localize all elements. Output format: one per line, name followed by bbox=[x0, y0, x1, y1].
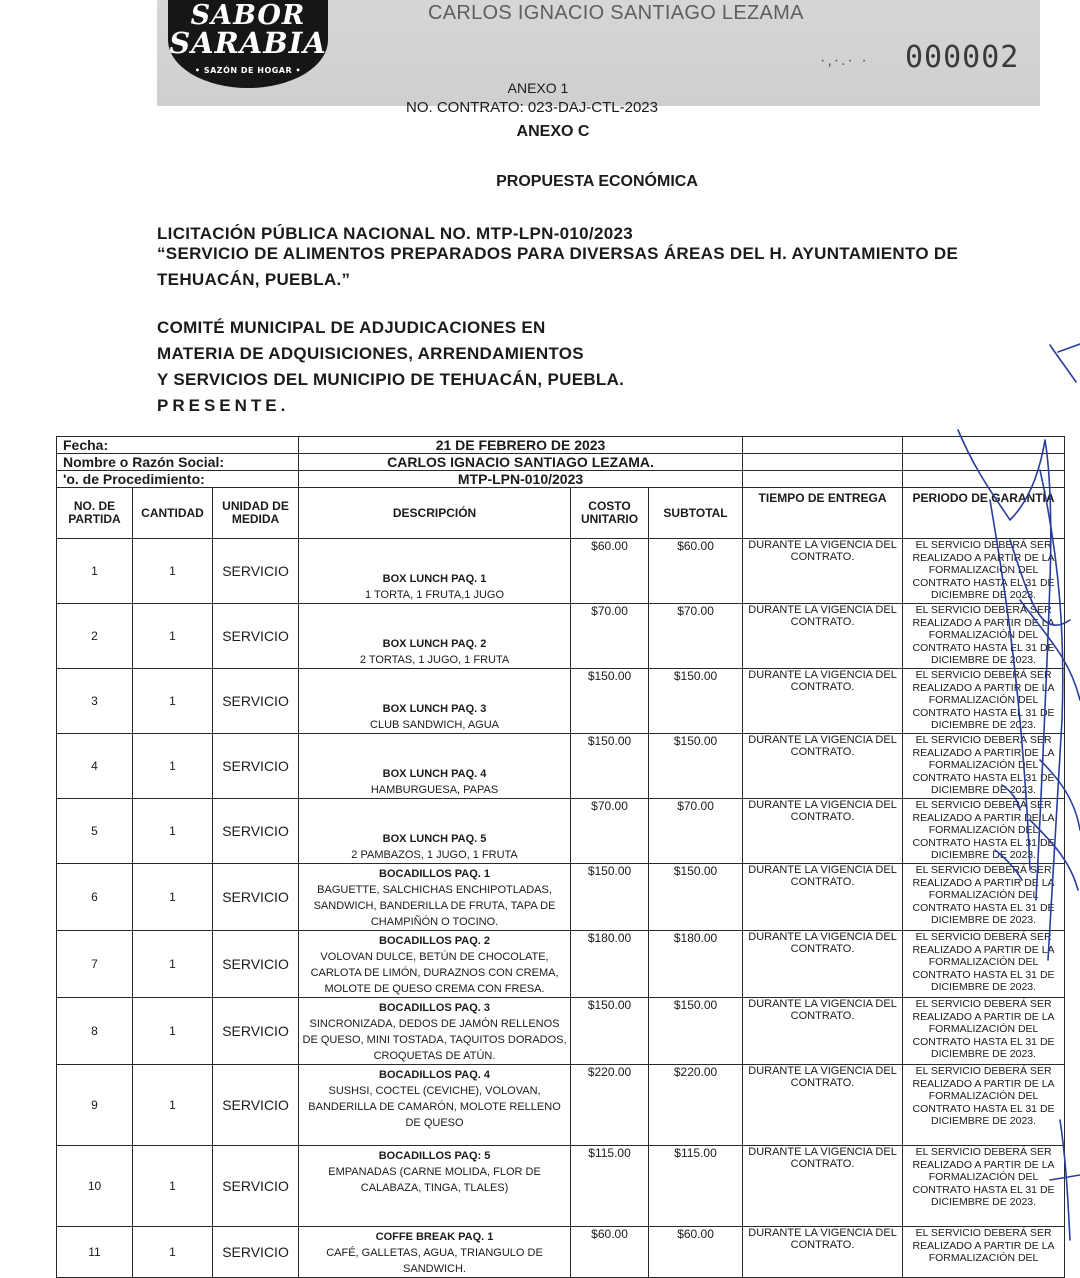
contract-number: NO. CONTRATO: 023-DAJ-CTL-2023 bbox=[405, 99, 658, 116]
unit-cost-cell: $70.00 bbox=[571, 799, 649, 864]
quantity-cell: 1 bbox=[133, 931, 213, 998]
table-row bbox=[57, 539, 1065, 604]
partida-cell: 6 bbox=[57, 864, 133, 931]
description-detail: HAMBURGUESA, PAPAS bbox=[370, 784, 499, 796]
unit-cost-cell: $115.00 bbox=[571, 1146, 649, 1227]
delivery-time-cell: DURANTE LA VIGENCIA DEL CONTRATO. bbox=[743, 539, 903, 604]
annex-1-label: ANEXO 1 bbox=[507, 80, 569, 96]
col-header-subtotal: SUBTOTAL bbox=[649, 488, 743, 539]
description-detail: CLUB SANDWICH, AGUA bbox=[370, 719, 500, 731]
unit-cost-cell: $60.00 bbox=[571, 1227, 649, 1278]
unit-cell: SERVICIO bbox=[213, 734, 299, 799]
partida-cell: 9 bbox=[57, 1065, 133, 1146]
description-detail: BAGUETTE, SALCHICHAS ENCHIPOTLADAS, SANDWICH, BANDERILLA DE FRUTA, TAPA DE CHAMPIÑÓN O TOCINO. bbox=[313, 884, 556, 928]
description-detail: SUSHSI, COCTEL (CEVICHE), VOLOVAN, BANDERILLA DE CAMARÓN, MOLOTE RELLENO DE QUESO bbox=[308, 1085, 561, 1129]
company-name: CARLOS IGNACIO SANTIAGO LEZAMA bbox=[428, 2, 804, 24]
description-title: BOX LUNCH PAQ. 3 bbox=[382, 703, 487, 715]
quantity-cell: 1 bbox=[133, 1065, 213, 1146]
committee-line2: MATERIA DE ADQUISICIONES, ARRENDAMIENTOS bbox=[157, 344, 584, 363]
subtotal-cell: $180.00 bbox=[649, 931, 743, 998]
partida-cell: 10 bbox=[57, 1146, 133, 1227]
company-name-value: CARLOS IGNACIO SANTIAGO LEZAMA. bbox=[299, 454, 743, 471]
description-title: BOCADILLOS PAQ: 5 bbox=[378, 1150, 491, 1162]
description-title: BOX LUNCH PAQ. 1 bbox=[382, 573, 487, 585]
subtotal-cell: $220.00 bbox=[649, 1065, 743, 1146]
quantity-cell: 1 bbox=[133, 604, 213, 669]
quantity-cell: 1 bbox=[133, 864, 213, 931]
unit-cost-cell: $150.00 bbox=[571, 734, 649, 799]
delivery-time-cell: DURANTE LA VIGENCIA DEL CONTRATO. bbox=[743, 864, 903, 931]
delivery-time-cell: DURANTE LA VIGENCIA DEL CONTRATO. bbox=[743, 604, 903, 669]
committee-line1: COMITÉ MUNICIPAL DE ADJUDICACIONES EN bbox=[157, 318, 546, 337]
description-cell bbox=[299, 604, 571, 669]
description-detail: 1 TORTA, 1 FRUTA,1 JUGO bbox=[365, 589, 505, 601]
partida-cell: 11 bbox=[57, 1227, 133, 1278]
description-cell bbox=[299, 864, 571, 931]
subtotal-cell: $115.00 bbox=[649, 1146, 743, 1227]
description-title: BOX LUNCH PAQ. 4 bbox=[382, 768, 487, 780]
table-row bbox=[57, 864, 1065, 931]
unit-cell: SERVICIO bbox=[213, 604, 299, 669]
table-row bbox=[57, 931, 1065, 998]
subtotal-cell: $150.00 bbox=[649, 998, 743, 1065]
warranty-cell: EL SERVICIO DEBERÁ SER REALIZADO A PARTIR DE LA FORMALIZACIÓN DEL CONTRATO HASTA EL 31 DE DICIEMBRE DE 2023. bbox=[903, 998, 1065, 1065]
subtotal-cell: $150.00 bbox=[649, 734, 743, 799]
description-detail: 2 TORTAS, 1 JUGO, 1 FRUTA bbox=[359, 654, 510, 666]
delivery-time-cell: DURANTE LA VIGENCIA DEL CONTRATO. bbox=[743, 1146, 903, 1227]
annex-c-label: ANEXO C bbox=[516, 123, 590, 140]
delivery-time-cell: DURANTE LA VIGENCIA DEL CONTRATO. bbox=[743, 998, 903, 1065]
warranty-cell: EL SERVICIO DEBERÁ SER REALIZADO A PARTIR DE LA FORMALIZACIÓN DEL CONTRATO HASTA EL 31 DE DICIEMBRE DE 2023. bbox=[903, 864, 1065, 931]
quantity-cell: 1 bbox=[133, 799, 213, 864]
subtotal-cell: $60.00 bbox=[649, 539, 743, 604]
company-logo bbox=[168, 0, 328, 88]
warranty-cell: EL SERVICIO DEBERÁ SER REALIZADO A PARTIR DE LA FORMALIZACIÓN DEL bbox=[903, 1227, 1065, 1278]
description-title: BOCADILLOS PAQ. 2 bbox=[379, 935, 491, 947]
description-cell bbox=[299, 1065, 571, 1146]
description-title: BOX LUNCH PAQ. 5 bbox=[382, 833, 487, 845]
unit-cell: SERVICIO bbox=[213, 998, 299, 1065]
quantity-cell: 1 bbox=[133, 1227, 213, 1278]
table-row bbox=[57, 1227, 1065, 1278]
service-title-line2: TEHUACÁN, PUEBLA.” bbox=[157, 270, 351, 289]
description-cell bbox=[299, 734, 571, 799]
unit-cost-cell: $150.00 bbox=[571, 864, 649, 931]
logo-tagline: • SAZÓN DE HOGAR • bbox=[194, 66, 302, 75]
logo-line1: SABOR bbox=[190, 0, 306, 31]
description-detail: SINCRONIZADA, DEDOS DE JAMÓN RELLENOS DE QUESO, MINI TOSTADA, TAQUITOS DORADOS, CROQUETAS DE ATÚN. bbox=[302, 1018, 567, 1062]
service-title-line1: “SERVICIO DE ALIMENTOS PREPARADOS PARA DIVERSAS ÁREAS DEL H. AYUNTAMIENTO DE bbox=[157, 244, 959, 263]
table-row bbox=[57, 1065, 1065, 1146]
warranty-cell: EL SERVICIO DEBERÁ SER REALIZADO A PARTIR DE LA FORMALIZACIÓN DEL CONTRATO HASTA EL 31 DE DICIEMBRE DE 2023. bbox=[903, 604, 1065, 669]
description-cell bbox=[299, 669, 571, 734]
tender-number: LICITACIÓN PÚBLICA NACIONAL NO. MTP-LPN-010/2023 bbox=[157, 224, 633, 243]
delivery-time-cell: DURANTE LA VIGENCIA DEL CONTRATO. bbox=[743, 669, 903, 734]
info-row-date bbox=[57, 437, 1065, 454]
col-header-descripcion: DESCRIPCIÓN bbox=[299, 488, 571, 539]
info-row-name bbox=[57, 454, 1065, 471]
partida-cell: 3 bbox=[57, 669, 133, 734]
logo-line2: SARABIA bbox=[169, 26, 327, 60]
table-header-row bbox=[57, 488, 1065, 539]
quantity-cell: 1 bbox=[133, 539, 213, 604]
quantity-cell: 1 bbox=[133, 669, 213, 734]
warranty-cell: EL SERVICIO DEBERÁ SER REALIZADO A PARTIR DE LA FORMALIZACIÓN DEL CONTRATO HASTA EL 31 DE DICIEMBRE DE 2023. bbox=[903, 539, 1065, 604]
warranty-cell: EL SERVICIO DEBERÁ SER REALIZADO A PARTIR DE LA FORMALIZACIÓN DEL CONTRATO HASTA EL 31 DE DICIEMBRE DE 2023. bbox=[903, 734, 1065, 799]
warranty-cell: EL SERVICIO DEBERÁ SER REALIZADO A PARTIR DE LA FORMALIZACIÓN DEL CONTRATO HASTA EL 31 DE DICIEMBRE DE 2023. bbox=[903, 669, 1065, 734]
subtotal-cell: $70.00 bbox=[649, 604, 743, 669]
description-cell bbox=[299, 931, 571, 998]
presente-label: PRESENTE. bbox=[157, 396, 290, 415]
col-header-cantidad: CANTIDAD bbox=[133, 488, 213, 539]
unit-cell: SERVICIO bbox=[213, 1227, 299, 1278]
warranty-cell: EL SERVICIO DEBERÁ SER REALIZADO A PARTIR DE LA FORMALIZACIÓN DEL CONTRATO HASTA EL 31 DE DICIEMBRE DE 2023. bbox=[903, 931, 1065, 998]
warranty-cell: EL SERVICIO DEBERÁ SER REALIZADO A PARTIR DE LA FORMALIZACIÓN DEL CONTRATO HASTA EL 31 DE DICIEMBRE DE 2023. bbox=[903, 1065, 1065, 1146]
quantity-cell: 1 bbox=[133, 734, 213, 799]
unit-cost-cell: $150.00 bbox=[571, 998, 649, 1065]
description-detail: VOLOVAN DULCE, BETÚN DE CHOCOLATE, CARLOTA DE LIMÓN, DURAZNOS CON CREMA, MOLOTE DE QUESO CREMA CON FRESA. bbox=[310, 951, 559, 995]
subtotal-cell: $150.00 bbox=[649, 669, 743, 734]
subtotal-cell: $60.00 bbox=[649, 1227, 743, 1278]
description-cell bbox=[299, 998, 571, 1065]
subtotal-cell: $70.00 bbox=[649, 799, 743, 864]
procedure-label: 'o. de Procedimiento: bbox=[57, 471, 299, 488]
date-label: Fecha: bbox=[57, 437, 299, 454]
warranty-cell: EL SERVICIO DEBERÁ SER REALIZADO A PARTIR DE LA FORMALIZACIÓN DEL CONTRATO HASTA EL 31 DE DICIEMBRE DE 2023. bbox=[903, 1146, 1065, 1227]
description-title: BOCADILLOS PAQ. 4 bbox=[379, 1069, 491, 1081]
description-detail: CAFÉ, GALLETAS, AGUA, TRIANGULO DE SANDWICH. bbox=[326, 1247, 543, 1275]
unit-cost-cell: $150.00 bbox=[571, 669, 649, 734]
unit-cell: SERVICIO bbox=[213, 1146, 299, 1227]
delivery-time-cell: DURANTE LA VIGENCIA DEL CONTRATO. bbox=[743, 1227, 903, 1278]
delivery-time-cell: DURANTE LA VIGENCIA DEL CONTRATO. bbox=[743, 799, 903, 864]
col-header-tiempo: TIEMPO DE ENTREGA bbox=[743, 488, 903, 539]
partida-cell: 5 bbox=[57, 799, 133, 864]
partida-cell: 4 bbox=[57, 734, 133, 799]
unit-cost-cell: $60.00 bbox=[571, 539, 649, 604]
delivery-time-cell: DURANTE LA VIGENCIA DEL CONTRATO. bbox=[743, 734, 903, 799]
subtotal-cell: $150.00 bbox=[649, 864, 743, 931]
description-title: BOCADILLOS PAQ. 3 bbox=[379, 1002, 491, 1014]
document-number: 000002 bbox=[905, 40, 1020, 75]
description-title: BOCADILLOS PAQ. 1 bbox=[379, 868, 491, 880]
unit-cell: SERVICIO bbox=[213, 799, 299, 864]
quantity-cell: 1 bbox=[133, 998, 213, 1065]
table-row bbox=[57, 734, 1065, 799]
description-cell bbox=[299, 539, 571, 604]
delivery-time-cell: DURANTE LA VIGENCIA DEL CONTRATO. bbox=[743, 1065, 903, 1146]
col-header-garantia: PERIODO DE GARANTÍA bbox=[903, 488, 1065, 539]
description-title: COFFE BREAK PAQ. 1 bbox=[375, 1231, 494, 1243]
col-header-unidad: UNIDAD DE MEDIDA bbox=[213, 488, 299, 539]
table-body bbox=[57, 539, 1065, 1278]
unit-cell: SERVICIO bbox=[213, 1065, 299, 1146]
table-row bbox=[57, 998, 1065, 1065]
table-row bbox=[57, 1146, 1065, 1227]
unit-cost-cell: $180.00 bbox=[571, 931, 649, 998]
unit-cost-cell: $70.00 bbox=[571, 604, 649, 669]
col-header-costo: COSTO UNITARIO bbox=[571, 488, 649, 539]
description-cell bbox=[299, 1227, 571, 1278]
partida-cell: 8 bbox=[57, 998, 133, 1065]
warranty-cell: EL SERVICIO DEBERÁ SER REALIZADO A PARTIR DE LA FORMALIZACIÓN DEL CONTRATO HASTA EL 31 DE DICIEMBRE DE 2023. bbox=[903, 799, 1065, 864]
partida-cell: 2 bbox=[57, 604, 133, 669]
unit-cell: SERVICIO bbox=[213, 669, 299, 734]
unit-cost-cell: $220.00 bbox=[571, 1065, 649, 1146]
description-title: BOX LUNCH PAQ. 2 bbox=[382, 638, 487, 650]
document-title: PROPUESTA ECONÓMICA bbox=[496, 173, 698, 190]
unit-cell: SERVICIO bbox=[213, 931, 299, 998]
procedure-value: MTP-LPN-010/2023 bbox=[299, 471, 743, 488]
economic-proposal-table bbox=[56, 436, 1065, 1278]
description-cell bbox=[299, 799, 571, 864]
date-value: 21 DE FEBRERO DE 2023 bbox=[299, 437, 743, 454]
scan-marks: ·,·.· · bbox=[820, 52, 869, 69]
delivery-time-cell: DURANTE LA VIGENCIA DEL CONTRATO. bbox=[743, 931, 903, 998]
description-cell bbox=[299, 1146, 571, 1227]
partida-cell: 1 bbox=[57, 539, 133, 604]
company-name-label: Nombre o Razón Social: bbox=[57, 454, 299, 471]
partida-cell: 7 bbox=[57, 931, 133, 998]
quantity-cell: 1 bbox=[133, 1146, 213, 1227]
unit-cell: SERVICIO bbox=[213, 539, 299, 604]
description-detail: EMPANADAS (CARNE MOLIDA, FLOR DE CALABAZA, TINGA, TLALES) bbox=[328, 1166, 541, 1194]
info-row-procedure bbox=[57, 471, 1065, 488]
committee-line3: Y SERVICIOS DEL MUNICIPIO DE TEHUACÁN, PUEBLA. bbox=[157, 370, 625, 389]
unit-cell: SERVICIO bbox=[213, 864, 299, 931]
col-header-partida: NO. DE PARTIDA bbox=[57, 488, 133, 539]
table-row bbox=[57, 604, 1065, 669]
table-row bbox=[57, 669, 1065, 734]
table-row bbox=[57, 799, 1065, 864]
description-detail: 2 PAMBAZOS, 1 JUGO, 1 FRUTA bbox=[351, 849, 518, 861]
